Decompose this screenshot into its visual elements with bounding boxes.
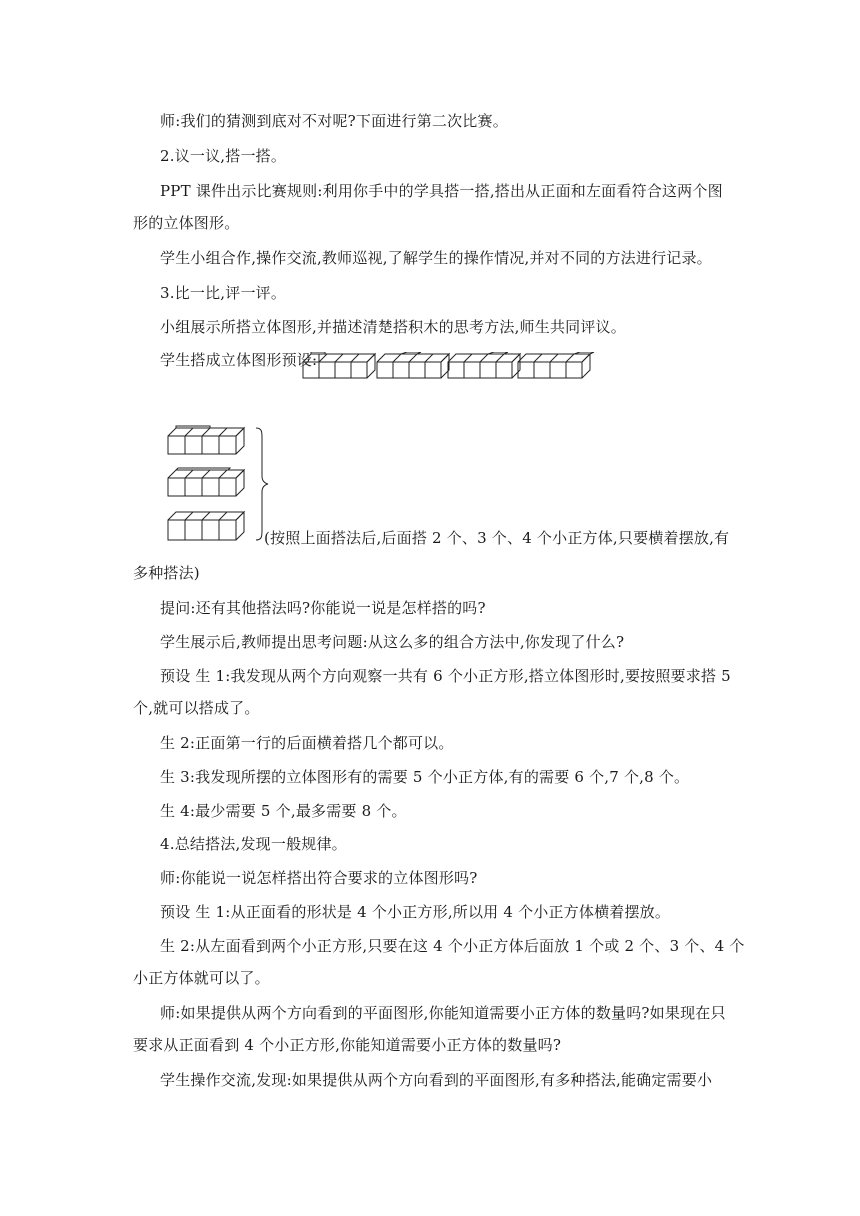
paragraph-s3: 生 3:我发现所摆的立体图形有的需要 5 个小正方体,有的需要 6 个,7 个,8 个。	[160, 768, 690, 786]
heading-step-4: 4.总结搭法,发现一般规律。	[160, 835, 347, 853]
paragraph-brace-note: (按照上面搭法后,后面搭 2 个、3 个、4 个小正方体,只要横着摆放,有	[264, 529, 730, 547]
heading-step-2: 2.议一议,搭一搭。	[160, 147, 287, 165]
paragraph-teacher-guess: 师:我们的猜测到底对不对呢?下面进行第二次比赛。	[160, 112, 508, 130]
curly-brace	[254, 426, 270, 542]
paragraph-s4: 生 4:最少需要 5 个,最多需要 8 个。	[160, 802, 407, 820]
paragraph-ppt-rules-cont: 形的立体图形。	[133, 214, 240, 232]
paragraph-preset-s1: 预设 生 1:我发现从两个方向观察一共有 6 个小正方形,搭立体图形时,要按照要求搭 5	[160, 667, 731, 685]
paragraph-preset2-s2-cont: 小正方体就可以了。	[133, 969, 270, 987]
paragraph-group-display: 小组展示所搭立体图形,并描述清楚搭积木的思考方法,师生共同评议。	[160, 318, 626, 336]
cube-figures-top-row	[300, 352, 600, 384]
paragraph-preset2-s1: 预设 生 1:从正面看的形状是 4 个小正方形,所以用 4 个小正方体横着摆放。	[160, 903, 671, 921]
paragraph-after-display: 学生展示后,教师提出思考问题:从这么多的组合方法中,你发现了什么?	[160, 633, 625, 651]
paragraph-preset-s1-cont: 个,就可以搭成了。	[133, 699, 260, 717]
cube-figures-left-column	[166, 424, 250, 548]
paragraph-question: 提问:还有其他搭法吗?你能说一说是怎样搭的吗?	[160, 599, 486, 617]
paragraph-group-work: 学生小组合作,操作交流,教师巡视,了解学生的操作情况,并对不同的方法进行记录。	[160, 249, 712, 267]
paragraph-preset2-s2: 生 2:从左面看到两个小正方形,只要在这 4 个小正方体后面放 1 个或 2 个、3 个、4 个	[160, 937, 745, 955]
paragraph-teacher-if-cont: 要求从正面看到 4 个小正方形,你能知道需要小正方体的数量吗?	[133, 1036, 562, 1054]
paragraph-brace-note-cont: 多种搭法)	[133, 564, 200, 582]
paragraph-preset-label: 学生搭成立体图形预设:	[160, 351, 318, 369]
heading-step-3: 3.比一比,评一评。	[160, 284, 287, 302]
paragraph-teacher-how: 师:你能说一说怎样搭出符合要求的立体图形吗?	[160, 869, 478, 887]
paragraph-teacher-if: 师:如果提供从两个方向看到的平面图形,你能知道需要小正方体的数量吗?如果现在只	[160, 1004, 726, 1022]
paragraph-s2: 生 2:正面第一行的后面横着搭几个都可以。	[160, 734, 454, 752]
paragraph-ppt-rules: PPT 课件出示比赛规则:利用你手中的学具搭一搭,搭出从正面和左面看符合这两个图	[160, 182, 723, 200]
paragraph-student-found: 学生操作交流,发现:如果提供从两个方向看到的平面图形,有多种搭法,能确定需要小	[160, 1071, 713, 1089]
